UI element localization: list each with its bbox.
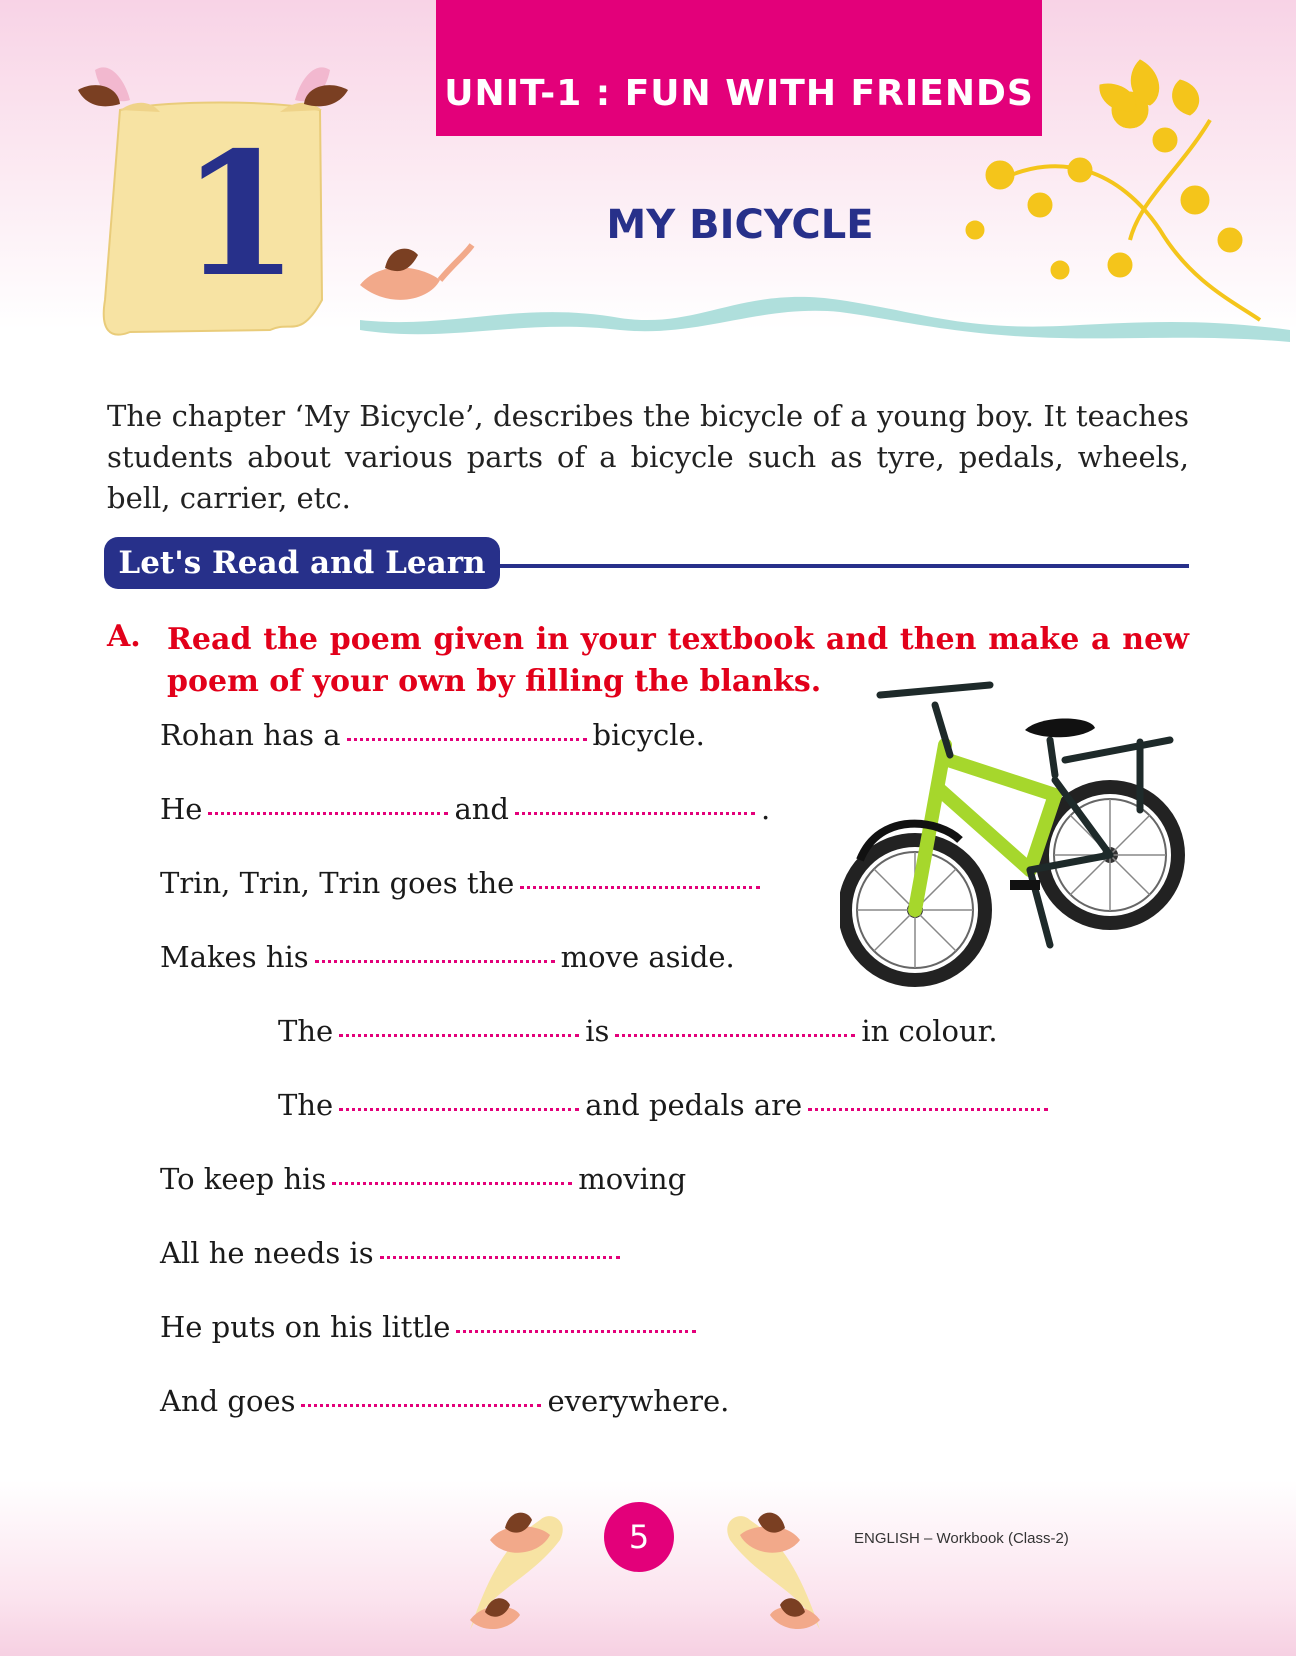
blank-field[interactable]: [208, 806, 448, 815]
bird-icon: [360, 245, 472, 300]
pedal-icon: [1010, 880, 1040, 890]
bicycle-illustration: [840, 680, 1200, 1010]
blank-field[interactable]: [515, 806, 755, 815]
poem-line-3: [160, 866, 766, 900]
poem-line-8: [160, 1236, 626, 1270]
poem-text: move aside.: [560, 940, 735, 974]
left-bird-ribbon-icon: [470, 1513, 563, 1630]
section-title: Let's Read and Learn: [118, 545, 486, 581]
poem-line-7: [160, 1162, 686, 1196]
chapter-title: MY BICYCLE: [606, 202, 874, 248]
poem-text: .: [760, 792, 771, 826]
poem-text: To keep his: [160, 1162, 327, 1196]
poem-line-1: [160, 718, 705, 752]
poem-text: And goes: [160, 1384, 296, 1418]
unit-banner: [436, 0, 1042, 136]
question-letter: A.: [107, 619, 141, 654]
page-number-badge: [604, 1502, 674, 1572]
blank-field[interactable]: [808, 1102, 1048, 1111]
poem-text: bicycle.: [592, 718, 705, 752]
footer-book-title: ENGLISH – Workbook (Class-2): [854, 1530, 1069, 1547]
blank-field[interactable]: [301, 1398, 541, 1407]
blank-field[interactable]: [339, 1028, 579, 1037]
question-text: Read the poem given in your textbook and then make a new poem of your own by filling the blanks.: [167, 622, 1189, 699]
blank-field[interactable]: [339, 1102, 579, 1111]
right-bird-ribbon-icon: [727, 1513, 820, 1630]
poem-text: in colour.: [861, 1014, 998, 1048]
chapter-number: 1: [180, 115, 300, 315]
poem-text: The: [278, 1088, 334, 1122]
seat-icon: [1025, 718, 1095, 737]
poem-text: Rohan has a: [160, 718, 341, 752]
poem-line-6: [278, 1088, 1054, 1122]
poem-text: and pedals are: [585, 1088, 803, 1122]
poem-line-9: [160, 1310, 702, 1344]
blank-field[interactable]: [380, 1250, 620, 1259]
section-header: [104, 537, 500, 589]
poem-text: is: [585, 1014, 610, 1048]
blank-field[interactable]: [456, 1324, 696, 1333]
poem-text: He puts on his little: [160, 1310, 451, 1344]
intro-paragraph: The chapter ‘My Bicycle’, describes the bicycle of a young boy. It teaches students about various parts of a bicycle such as tyre, pedals, wheels, bell, carrier, etc.: [107, 399, 1189, 515]
section-divider: [500, 564, 1189, 568]
poem-text: and: [454, 792, 509, 826]
unit-title: UNIT-1 : FUN WITH FRIENDS: [444, 73, 1034, 114]
poem-text: The: [278, 1014, 334, 1048]
poem-line-4: [160, 940, 735, 974]
blank-field[interactable]: [315, 954, 555, 963]
poem-text: He: [160, 792, 203, 826]
poem-line-2: [160, 792, 770, 826]
blank-field[interactable]: [347, 732, 587, 741]
poem-text: everywhere.: [547, 1384, 730, 1418]
blank-field[interactable]: [332, 1176, 572, 1185]
poem-text: Trin, Trin, Trin goes the: [160, 866, 515, 900]
poem-text: moving: [578, 1162, 687, 1196]
blank-field[interactable]: [520, 880, 760, 889]
poem-line-10: [160, 1384, 729, 1418]
poem-line-5: [278, 1014, 998, 1048]
poem-text: All he needs is: [160, 1236, 374, 1270]
wave-decoration: [360, 297, 1290, 342]
blank-field[interactable]: [615, 1028, 855, 1037]
poem-text: Makes his: [160, 940, 309, 974]
page-number: 5: [628, 1518, 650, 1556]
